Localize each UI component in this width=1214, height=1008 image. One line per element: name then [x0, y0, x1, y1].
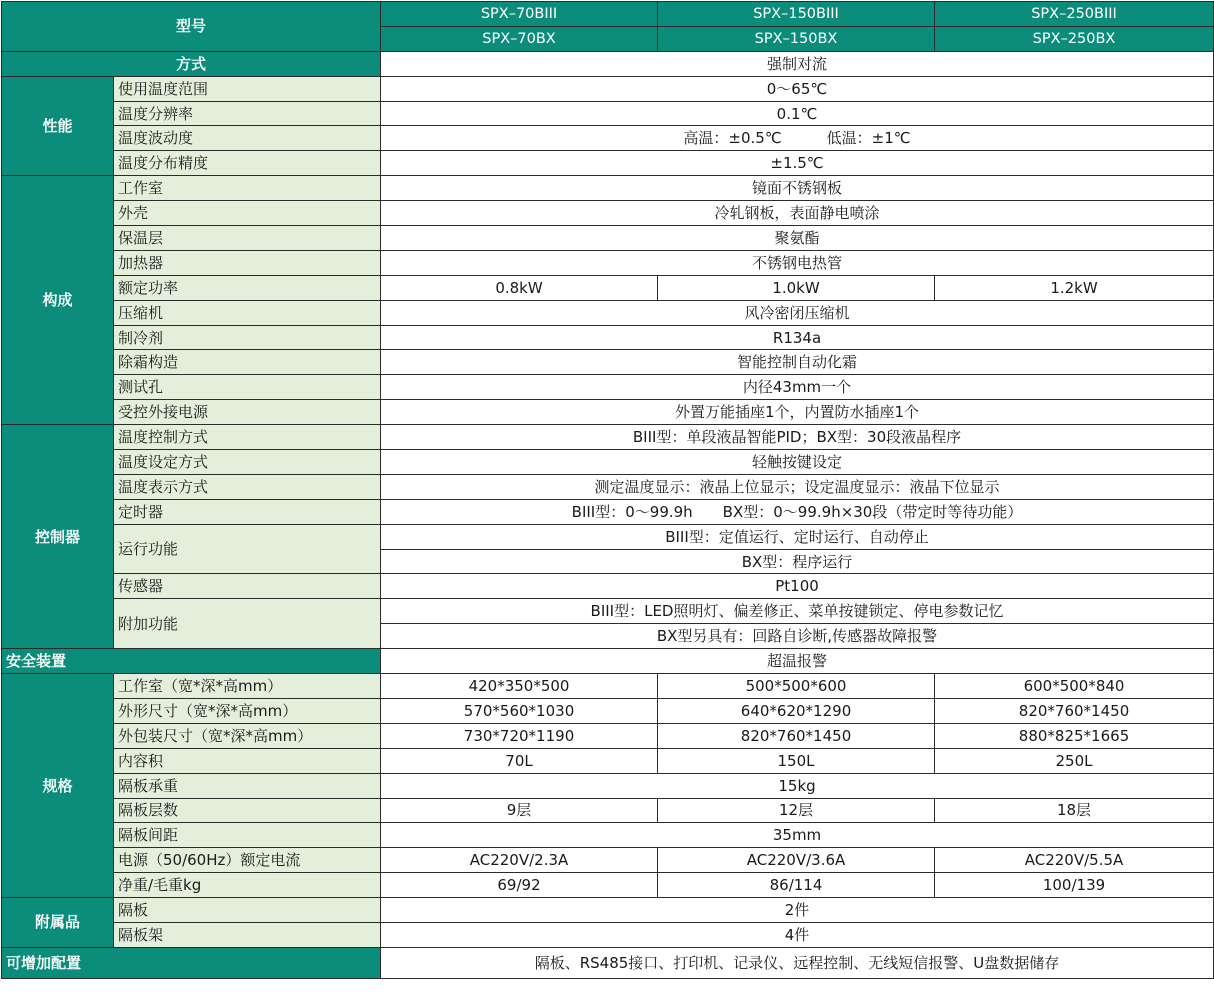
row-value-150: 150L: [658, 748, 935, 773]
row-value: 内径43mm一个: [381, 375, 1214, 400]
row-value-bx: BX型另具有：回路自诊断,传感器故障报警: [381, 624, 1214, 649]
row-value: 智能控制自动化霜: [381, 350, 1214, 375]
row-value-70: 570*560*1030: [381, 698, 658, 723]
row-label: 隔板承重: [114, 773, 381, 798]
row-value-70: 420*350*500: [381, 674, 658, 699]
specs-row: [2, 798, 1214, 823]
specs-row: [2, 848, 1214, 873]
row-label: 运行功能: [114, 524, 381, 574]
row-value: BIII型：0～99.9h BX型：0～99.9h×30段（带定时等待功能）: [381, 499, 1214, 524]
row-label: 制冷剂: [114, 325, 381, 350]
controller-row: [2, 599, 1214, 624]
row-label: 外形尺寸（宽*深*高mm）: [114, 698, 381, 723]
row-value: 镜面不锈钢板: [381, 176, 1214, 201]
accessories-row: [2, 922, 1214, 947]
safety-row: [2, 649, 1214, 674]
row-value-250: 18层: [935, 798, 1214, 823]
row-value: 不锈钢电热管: [381, 250, 1214, 275]
row-value: 冷轧钢板，表面静电喷涂: [381, 201, 1214, 226]
row-label: 受控外接电源: [114, 400, 381, 425]
safety-label: 安全装置: [2, 649, 381, 674]
row-value: 2件: [381, 898, 1214, 923]
controller-row: [2, 524, 1214, 549]
row-label: 电源（50/60Hz）额定电流: [114, 848, 381, 873]
row-value-250: 250L: [935, 748, 1214, 773]
row-label: 使用温度范围: [114, 76, 381, 101]
mode-label: 方式: [2, 51, 381, 76]
row-value: 高温：±0.5℃ 低温：±1℃: [381, 126, 1214, 151]
specs-row: [2, 698, 1214, 723]
row-label: 外壳: [114, 201, 381, 226]
row-label: 定时器: [114, 499, 381, 524]
model-150biii: SPX–150BIII: [658, 2, 935, 27]
construction-row: [2, 201, 1214, 226]
controller-category: 控制器: [2, 425, 114, 649]
specs-row: [2, 723, 1214, 748]
row-label: 隔板间距: [114, 823, 381, 848]
controller-row: [2, 450, 1214, 475]
row-label: 除霜构造: [114, 350, 381, 375]
row-value-bx: BX型：程序运行: [381, 549, 1214, 574]
construction-category: 构成: [2, 176, 114, 425]
accessories-category: 附属品: [2, 898, 114, 948]
row-value: 0.1℃: [381, 101, 1214, 126]
row-label: 温度表示方式: [114, 474, 381, 499]
row-label: 测试孔: [114, 375, 381, 400]
specs-row: [2, 823, 1214, 848]
performance-row: [2, 101, 1214, 126]
row-value-70: 0.8kW: [381, 275, 658, 300]
performance-row: [2, 151, 1214, 176]
specification-table: [1, 1, 1214, 979]
row-value-70: AC220V/2.3A: [381, 848, 658, 873]
row-value: 风冷密闭压缩机: [381, 300, 1214, 325]
row-label: 压缩机: [114, 300, 381, 325]
row-value-150: 86/114: [658, 873, 935, 898]
row-value-biii: BIII型：LED照明灯、偏差修正、菜单按键锁定、停电参数记忆: [381, 599, 1214, 624]
model-250bx: SPX–250BX: [935, 26, 1214, 51]
row-value-150: 12层: [658, 798, 935, 823]
row-value: 15kg: [381, 773, 1214, 798]
safety-value: 超温报警: [381, 649, 1214, 674]
row-value-150: 1.0kW: [658, 275, 935, 300]
row-value: ±1.5℃: [381, 151, 1214, 176]
specs-row: [2, 748, 1214, 773]
construction-row: [2, 176, 1214, 201]
row-value-150: 820*760*1450: [658, 723, 935, 748]
row-value-70: 70L: [381, 748, 658, 773]
accessories-row: [2, 898, 1214, 923]
row-label: 附加功能: [114, 599, 381, 649]
row-value-70: 9层: [381, 798, 658, 823]
construction-row: [2, 275, 1214, 300]
row-label: 外包装尺寸（宽*深*高mm）: [114, 723, 381, 748]
row-value-70: 69/92: [381, 873, 658, 898]
model-70biii: SPX–70BIII: [381, 2, 658, 27]
row-label: 保温层: [114, 226, 381, 251]
row-label: 额定功率: [114, 275, 381, 300]
row-value-250: 100/139: [935, 873, 1214, 898]
construction-row: [2, 300, 1214, 325]
row-label: 工作室: [114, 176, 381, 201]
construction-row: [2, 226, 1214, 251]
row-label: 传感器: [114, 574, 381, 599]
row-label: 温度控制方式: [114, 425, 381, 450]
row-label: 加热器: [114, 250, 381, 275]
model-70bx: SPX–70BX: [381, 26, 658, 51]
specs-row: [2, 674, 1214, 699]
construction-row: [2, 250, 1214, 275]
mode-value: 强制对流: [381, 51, 1214, 76]
row-value: 测定温度显示：液晶上位显示；设定温度显示：液晶下位显示: [381, 474, 1214, 499]
model-label: 型号: [2, 2, 381, 52]
row-label: 隔板: [114, 898, 381, 923]
row-value-250: AC220V/5.5A: [935, 848, 1214, 873]
row-value-150: 640*620*1290: [658, 698, 935, 723]
row-value: R134a: [381, 325, 1214, 350]
row-label: 隔板架: [114, 922, 381, 947]
row-label: 温度设定方式: [114, 450, 381, 475]
specs-category: 规格: [2, 674, 114, 898]
row-label: 内容积: [114, 748, 381, 773]
row-value-70: 730*720*1190: [381, 723, 658, 748]
performance-category: 性能: [2, 76, 114, 176]
row-value: BIII型：单段液晶智能PID；BX型：30段液晶程序: [381, 425, 1214, 450]
row-value: 聚氨酯: [381, 226, 1214, 251]
construction-row: [2, 375, 1214, 400]
row-value-250: 820*760*1450: [935, 698, 1214, 723]
row-label: 温度波动度: [114, 126, 381, 151]
row-label: 工作室（宽*深*高mm）: [114, 674, 381, 699]
row-label: 温度分辨率: [114, 101, 381, 126]
row-value: 35mm: [381, 823, 1214, 848]
options-value: 隔板、RS485接口、打印机、记录仪、远程控制、无线短信报警、U盘数据储存: [381, 947, 1214, 978]
row-value-250: 880*825*1665: [935, 723, 1214, 748]
row-value-150: AC220V/3.6A: [658, 848, 935, 873]
row-value-250: 600*500*840: [935, 674, 1214, 699]
model-150bx: SPX–150BX: [658, 26, 935, 51]
row-value: 0～65℃: [381, 76, 1214, 101]
construction-row: [2, 400, 1214, 425]
mode-row: [2, 51, 1214, 76]
specs-row: [2, 773, 1214, 798]
model-250biii: SPX–250BIII: [935, 2, 1214, 27]
options-row: [2, 947, 1214, 978]
controller-row: [2, 425, 1214, 450]
row-value: 轻触按键设定: [381, 450, 1214, 475]
specs-row: [2, 873, 1214, 898]
performance-row: [2, 76, 1214, 101]
construction-row: [2, 350, 1214, 375]
row-value: Pt100: [381, 574, 1214, 599]
row-value: 4件: [381, 922, 1214, 947]
options-label: 可增加配置: [2, 947, 381, 978]
construction-row: [2, 325, 1214, 350]
row-label: 净重/毛重kg: [114, 873, 381, 898]
row-value-biii: BIII型：定值运行、定时运行、自动停止: [381, 524, 1214, 549]
controller-row: [2, 499, 1214, 524]
header-row-biii: [2, 2, 1214, 27]
row-label: 隔板层数: [114, 798, 381, 823]
row-value: 外置万能插座1个，内置防水插座1个: [381, 400, 1214, 425]
performance-row: [2, 126, 1214, 151]
row-label: 温度分布精度: [114, 151, 381, 176]
controller-row: [2, 474, 1214, 499]
row-value-150: 500*500*600: [658, 674, 935, 699]
row-value-250: 1.2kW: [935, 275, 1214, 300]
controller-row: [2, 574, 1214, 599]
